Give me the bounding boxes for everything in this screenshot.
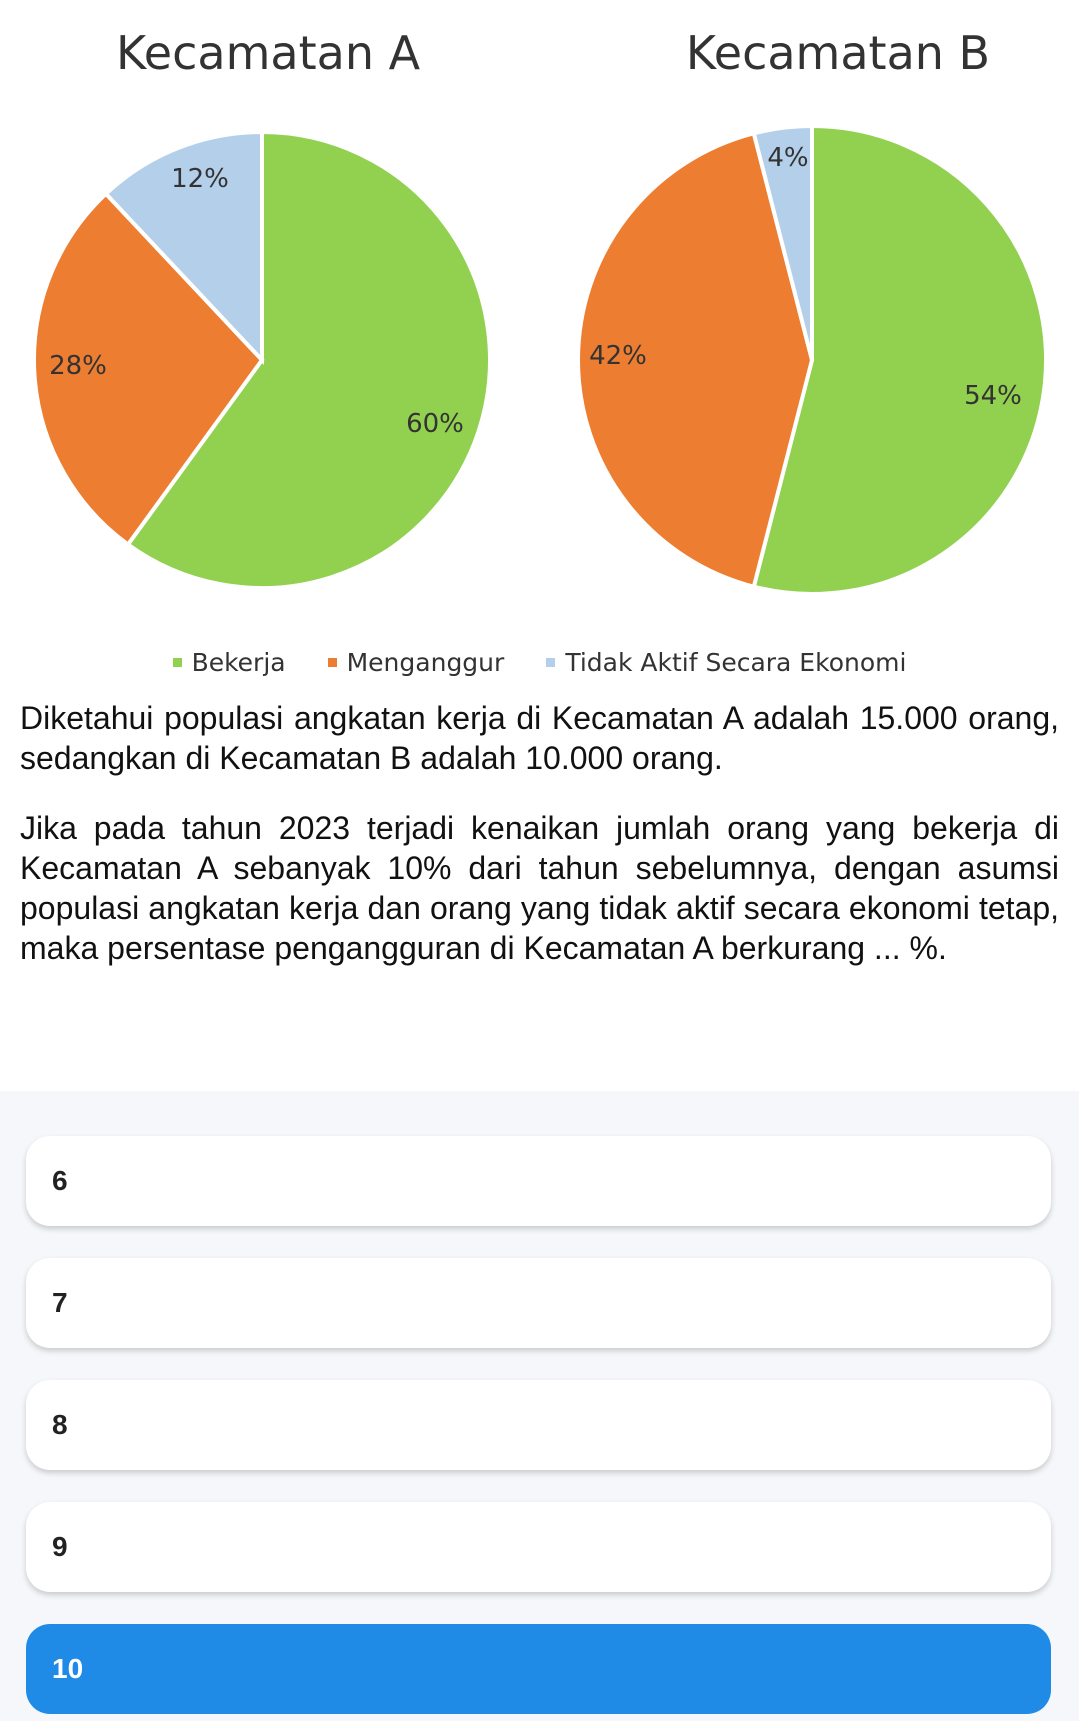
legend-item-menganggur <box>328 648 505 677</box>
pie-label-a-0: 60% <box>406 409 464 439</box>
legend-label-tidak-aktif: Tidak Aktif Secara Ekonomi <box>565 648 907 677</box>
pie-label-b-0: 54% <box>964 381 1022 411</box>
legend-label-bekerja: Bekerja <box>191 648 286 677</box>
answer-option-5[interactable] <box>26 1624 1051 1714</box>
pie-label-b-1: 42% <box>589 341 647 371</box>
pie-label-b-2: 4% <box>767 143 809 173</box>
answer-option-label: 7 <box>52 1287 68 1318</box>
answer-option-1[interactable] <box>26 1136 1051 1226</box>
answer-option-4[interactable] <box>26 1502 1051 1592</box>
pie-charts <box>0 0 1079 640</box>
legend-swatch-menganggur <box>328 658 337 667</box>
answer-option-label: 8 <box>52 1409 68 1440</box>
chart-legend <box>0 648 1079 677</box>
legend-label-menganggur: Menganggur <box>346 648 505 677</box>
legend-swatch-tidak-aktif <box>546 658 555 667</box>
chart-panel <box>0 0 1079 690</box>
pie-label-a-2: 12% <box>171 164 229 194</box>
answer-option-label: 10 <box>52 1653 84 1684</box>
question-paragraph-2: Jika pada tahun 2023 terjadi kenaikan jumlah orang yang bekerja di Kecamatan A sebanyak 10% dari tahun sebelumnya, dengan asumsi populasi angkatan kerja dan orang yang tidak aktif secara ekonomi tetap, maka persentase pengangguran di Kecamatan A berkurang ... %. <box>20 810 1059 966</box>
pie-label-a-1: 28% <box>49 351 107 381</box>
chart-title-kecamatan-b: Kecamatan B <box>685 26 991 80</box>
answer-option-3[interactable] <box>26 1380 1051 1470</box>
legend-item-tidak-aktif <box>546 648 906 677</box>
legend-item-bekerja <box>173 648 286 677</box>
question-text <box>0 690 1079 968</box>
answer-option-label: 9 <box>52 1531 68 1562</box>
answer-options <box>0 1091 1079 1721</box>
chart-title-kecamatan-a: Kecamatan A <box>115 26 421 80</box>
answer-option-label: 6 <box>52 1165 68 1196</box>
question-paragraph-1: Diketahui populasi angkatan kerja di Kecamatan A adalah 15.000 orang, sedangkan di Kecamatan B adalah 10.000 orang. <box>20 700 1059 776</box>
legend-swatch-bekerja <box>173 658 182 667</box>
answer-option-2[interactable] <box>26 1258 1051 1348</box>
